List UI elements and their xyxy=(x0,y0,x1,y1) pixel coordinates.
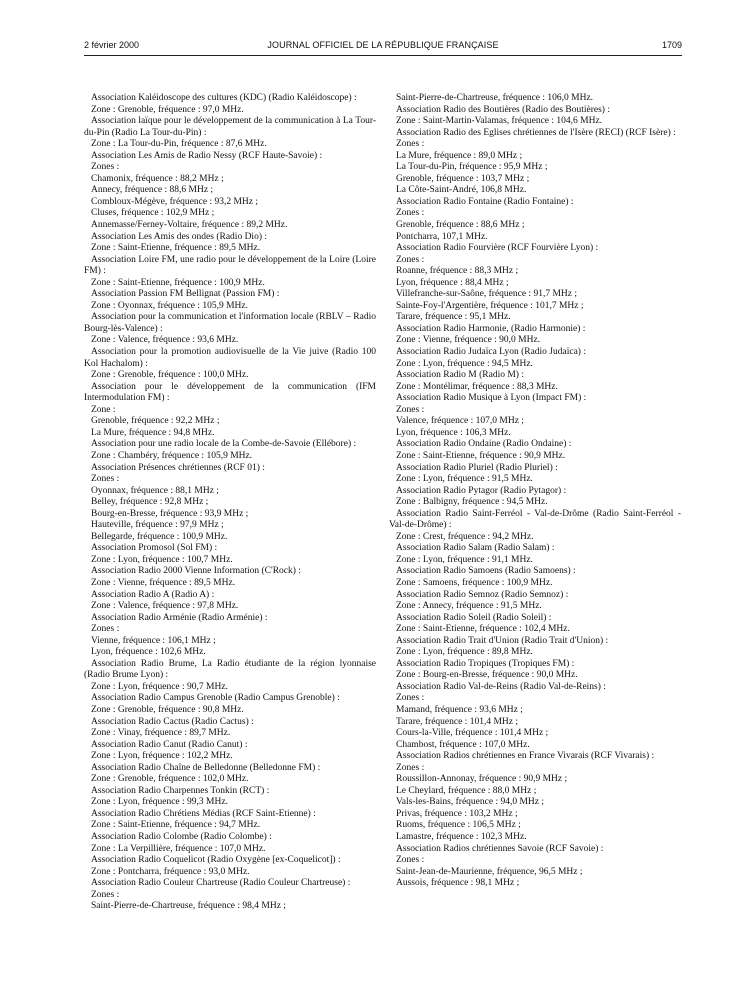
text-line: Bellegarde, fréquence : 100,9 MHz. xyxy=(91,531,228,542)
text-line: Grenoble, fréquence : 88,6 MHz ; xyxy=(396,220,525,231)
text-line: La Côte-Saint-André, 106,8 MHz. xyxy=(396,185,527,196)
text-line: Grenoble, fréquence : 103,7 MHz ; xyxy=(396,173,530,184)
page-header xyxy=(84,40,682,56)
text-line: Zone : Montélimar, fréquence : 88,3 MHz. xyxy=(396,381,558,392)
text-line: Association Radio Pytagor (Radio Pytagor) : xyxy=(396,485,567,496)
text-line: Zones : xyxy=(396,208,425,219)
text-line: Zone : Vinay, fréquence : 89,7 MHz. xyxy=(91,728,231,739)
text-line: Zone : Saint-Martin-Valamas, fréquence : 104,6 MHz. xyxy=(396,116,603,127)
text-line: Grenoble, fréquence : 92,2 MHz ; xyxy=(91,416,220,427)
text-line: Association Radio Ondaine (Radio Ondaine) : xyxy=(396,439,572,450)
text-line: Zone : Valence, fréquence : 93,6 MHz. xyxy=(91,335,239,346)
text-line: Zone : Balbigny, fréquence : 94,5 MHz. xyxy=(396,497,548,508)
text-line: Association Radio Charpennes Tonkin (RCT) : xyxy=(91,785,270,796)
text-line: Zone : Grenoble, fréquence : 90,8 MHz. xyxy=(91,704,244,715)
text-line: Roussillon-Annonay, fréquence : 90,9 MHz ; xyxy=(396,774,568,785)
text-line: Association Radio Saint-Ferréol - Val-de-Drôme (Radio Saint-Ferréol - Val-de-Drôme) : xyxy=(389,508,681,531)
text-line: Zones : xyxy=(91,889,120,900)
text-line: Association pour le développement de la communication (IFM Intermodulation FM) : xyxy=(84,381,376,404)
text-line: Zone : xyxy=(91,404,116,415)
text-line: Zone : Annecy, fréquence : 91,5 MHz. xyxy=(396,601,542,612)
text-line: Association laïque pour le développement de la communication à La Tour-du-Pin (Radio La Tour-du-Pin) : xyxy=(84,116,376,138)
text-line: Vals-les-Bains, fréquence : 94,0 MHz ; xyxy=(396,797,545,808)
text-line: Hauteville, fréquence : 97,9 MHz ; xyxy=(91,520,224,531)
text-line: Vienne, fréquence : 106,1 MHz ; xyxy=(91,635,216,646)
text-line: Valence, fréquence : 107,0 MHz ; xyxy=(396,416,524,427)
text-line: Zone : La Tour-du-Pin, fréquence : 87,6 MHz. xyxy=(91,139,267,150)
text-line: Zone : Valence, fréquence : 97,8 MHz. xyxy=(91,601,239,612)
text-line: Association Radio des Eglises chrétiennes de l'Isère (RECI) (RCF Isère) : xyxy=(396,127,676,138)
text-line: Zones : xyxy=(396,254,425,265)
text-line: Zones : xyxy=(91,624,120,635)
text-line: Tarare, fréquence : 101,4 MHz ; xyxy=(396,716,518,727)
text-line: Association Radio 2000 Vienne Information (C'Rock) : xyxy=(91,566,301,577)
text-line: Bourg-en-Bresse, fréquence : 93,9 MHz ; xyxy=(91,508,249,519)
text-line: Zone : Oyonnax, fréquence : 105,9 MHz. xyxy=(91,300,248,311)
text-line: Association Radio M (Radio M) : xyxy=(396,370,524,381)
right-column xyxy=(389,93,681,890)
text-line: Mamand, fréquence : 93,6 MHz ; xyxy=(396,704,523,715)
text-line: Zone : Saint-Etienne, fréquence : 89,5 MHz. xyxy=(91,243,261,254)
text-line: Association pour la promotion audiovisuelle de la Vie juive (Radio 100 Kol Hachalom) : xyxy=(84,347,376,369)
text-line: Association Radio des Boutières (Radio des Boutières) : xyxy=(396,104,610,115)
text-line: Association pour la communication et l'information locale (RBLV – Radio Bourg-lès-Valence) : xyxy=(84,312,376,334)
text-line: Association pour une radio locale de la Combe-de-Savoie (Ellébore) : xyxy=(91,439,357,450)
text-line: Association Radio Chrétiens Médias (RCF Saint-Etienne) : xyxy=(91,808,316,819)
text-line: Zone : Grenoble, fréquence : 97,0 MHz. xyxy=(91,104,244,115)
text-line: Association Radio Colombe (Radio Colombe) : xyxy=(91,832,272,842)
text-line: Zone : Saint-Etienne, fréquence : 90,9 MHz. xyxy=(396,450,566,461)
text-line: Chambost, fréquence : 107,0 MHz. xyxy=(396,739,530,750)
text-line: Lyon, fréquence : 102,6 MHz. xyxy=(91,647,206,658)
text-line: La Tour-du-Pin, fréquence : 95,9 MHz ; xyxy=(396,162,548,173)
text-line: Zones : xyxy=(91,162,120,173)
text-line: Zone : Lyon, fréquence : 91,5 MHz. xyxy=(396,474,533,485)
text-line: Zone : Grenoble, fréquence : 100,0 MHz. xyxy=(91,370,249,381)
text-line: Zone : Saint-Etienne, fréquence : 102,4 MHz. xyxy=(396,624,570,635)
left-column xyxy=(84,93,376,913)
text-line: Association Radio Campus Grenoble (Radio Campus Grenoble) : xyxy=(91,693,340,704)
text-line: Roanne, fréquence : 88,3 MHz ; xyxy=(396,266,519,277)
text-line: Zone : Samoens, fréquence : 100,9 MHz. xyxy=(396,577,553,588)
text-line: Villefranche-sur-Saône, fréquence : 91,7 MHz ; xyxy=(396,289,577,300)
text-line: Zone : Pontcharra, fréquence : 93,0 MHz. xyxy=(91,866,250,877)
text-line: Chamonix, fréquence : 88,2 MHz ; xyxy=(91,173,224,184)
text-line: Lamastre, fréquence : 102,3 MHz. xyxy=(396,832,527,842)
text-line: Association Radio Tropiques (Tropiques FM) : xyxy=(396,658,575,669)
text-line: Zone : Saint-Etienne, fréquence : 100,9 MHz. xyxy=(91,277,265,288)
text-line: Association Radio Judaïca Lyon (Radio Judaïca) : xyxy=(396,347,586,358)
text-line: Zone : Lyon, fréquence : 91,1 MHz. xyxy=(396,554,533,565)
text-line: Zones : xyxy=(396,855,425,866)
text-line: Zone : Lyon, fréquence : 102,2 MHz. xyxy=(91,751,233,762)
text-line: Association Radio Brume, La Radio étudiante de la région lyonnaise (Radio Brume Lyon) : xyxy=(84,658,376,681)
text-line: Association Les Amis de Radio Nessy (RCF Haute-Savoie) : xyxy=(91,150,323,161)
text-line: Zone : Grenoble, fréquence : 102,0 MHz. xyxy=(91,774,249,785)
text-line: Zones : xyxy=(396,139,425,150)
text-line: Association Présences chrétiennes (RCF 01) : xyxy=(91,462,265,473)
text-line: Zone : Vienne, fréquence : 90,0 MHz. xyxy=(396,335,541,346)
text-line: Zone : Vienne, fréquence : 89,5 MHz. xyxy=(91,577,236,588)
text-line: Association Radios chrétiennes Savoie (RCF Savoie) : xyxy=(396,843,604,854)
text-line: Association Radio Val-de-Reins (Radio Val-de-Reins) : xyxy=(396,681,606,692)
text-line: Annecy, fréquence : 88,6 MHz ; xyxy=(91,185,214,196)
text-line: Lyon, fréquence : 88,4 MHz ; xyxy=(396,277,509,288)
text-line: Ruoms, fréquence : 106,5 MHz ; xyxy=(396,820,521,831)
header-date: 2 février 2000 xyxy=(84,40,140,50)
text-line: Association Radio Cactus (Radio Cactus) : xyxy=(91,716,254,727)
header-rule xyxy=(84,55,682,56)
text-line: Belley, fréquence : 92,8 MHz ; xyxy=(91,497,209,508)
header-title: JOURNAL OFFICIEL DE LA RÉPUBLIQUE FRANÇAISE xyxy=(267,40,499,50)
page-number: 1709 xyxy=(661,40,682,50)
text-line: Association Loire FM, une radio pour le développement de la Loire (Loire FM) : xyxy=(84,254,376,277)
text-line: Zone : Crest, fréquence : 94,2 MHz. xyxy=(396,531,534,542)
text-line: Zone : Lyon, fréquence : 90,7 MHz. xyxy=(91,681,228,692)
text-line: Saint-Jean-de-Maurienne, fréquence, 96,5 MHz ; xyxy=(396,866,583,877)
text-line: Privas, fréquence : 103,2 MHz ; xyxy=(396,808,518,819)
text-line: Zones : xyxy=(396,404,425,415)
text-line: Zone : La Verpillière, fréquence : 107,0 MHz. xyxy=(91,843,266,854)
text-line: Association Radio Chaîne de Belledonne (Belledonne FM) : xyxy=(91,762,321,773)
text-line: Zone : Lyon, fréquence : 99,3 MHz. xyxy=(91,797,228,808)
text-line: Association Radio Fourvière (RCF Fourvière Lyon) : xyxy=(396,243,599,254)
text-line: La Mure, fréquence : 94,8 MHz. xyxy=(91,427,215,438)
text-line: Association Radio Coquelicot (Radio Oxygène [ex-Coquelicot]) : xyxy=(91,855,341,866)
text-line: Association Passion FM Bellignat (Passion FM) : xyxy=(91,289,280,300)
text-line: Zones : xyxy=(396,762,425,773)
text-line: Sainte-Foy-l'Argentière, fréquence : 101,7 MHz ; xyxy=(396,300,584,311)
text-line: Lyon, fréquence : 106,3 MHz. xyxy=(396,427,511,438)
text-line: Saint-Pierre-de-Chartreuse, fréquence : 106,0 MHz. xyxy=(396,93,594,103)
text-line: Association Radio Trait d'Union (Radio Trait d'Union) : xyxy=(396,635,609,646)
text-line: Zone : Lyon, fréquence : 100,7 MHz. xyxy=(91,554,233,565)
text-line: Zone : Lyon, fréquence : 94,5 MHz. xyxy=(396,358,533,369)
text-line: Le Cheylard, fréquence : 88,0 MHz ; xyxy=(396,785,537,796)
text-line: Tarare, fréquence : 95,1 MHz. xyxy=(396,312,511,323)
text-line: Association Radios chrétiennes en France Vivarais (RCF Vivarais) : xyxy=(396,751,655,762)
text-line: Association Radio Musique à Lyon (Impact FM) : xyxy=(396,393,587,404)
text-line: Zone : Lyon, fréquence : 89,8 MHz. xyxy=(396,647,533,658)
text-line: Zones : xyxy=(396,693,425,704)
text-line: Association Radio Soleil (Radio Soleil) : xyxy=(396,612,552,623)
text-line: Association Radio A (Radio A) : xyxy=(91,589,215,600)
text-line: Association Radio Arménie (Radio Arménie) : xyxy=(91,612,268,623)
text-line: Zone : Saint-Etienne, fréquence : 94,7 MHz. xyxy=(91,820,261,831)
text-line: Cours-la-Ville, fréquence : 101,4 MHz ; xyxy=(396,728,549,739)
text-line: Zones : xyxy=(91,474,120,485)
text-line: Association Radio Canut (Radio Canut) : xyxy=(91,739,248,750)
text-line: Association Radio Salam (Radio Salam) : xyxy=(396,543,555,554)
text-line: Association Promosol (Sol FM) : xyxy=(91,543,218,554)
text-line: Association Radio Semnoz (Radio Semnoz) : xyxy=(396,589,569,600)
text-line: Combloux-Mégève, fréquence : 93,2 MHz ; xyxy=(91,196,258,207)
text-line: Saint-Pierre-de-Chartreuse, fréquence : 98,4 MHz ; xyxy=(91,901,286,912)
text-line: Association Radio Fontaine (Radio Fontaine) : xyxy=(396,196,574,207)
text-line: Association Les Amis des ondes (Radio Dio) : xyxy=(91,231,267,242)
text-line: La Mure, fréquence : 89,0 MHz ; xyxy=(396,150,523,161)
text-line: Zone : Chambéry, fréquence : 105,9 MHz. xyxy=(91,450,253,461)
text-line: Association Radio Harmonie, (Radio Harmonie) : xyxy=(396,323,586,334)
text-line: Cluses, fréquence : 102,9 MHz ; xyxy=(91,208,215,219)
text-line: Association Radio Pluriel (Radio Pluriel) : xyxy=(396,462,558,473)
text-line: Oyonnax, fréquence : 88,1 MHz ; xyxy=(91,485,219,496)
text-line: Aussois, fréquence : 98,1 MHz ; xyxy=(396,878,520,889)
text-line: Annemasse/Ferney-Voltaire, fréquence : 89,2 MHz. xyxy=(91,220,288,231)
text-line: Association Kaléidoscope des cultures (KDC) (Radio Kaléidoscope) : xyxy=(91,93,357,103)
text-line: Zone : Bourg-en-Bresse, fréquence : 90,0 MHz. xyxy=(396,670,578,681)
text-line: Association Radio Couleur Chartreuse (Radio Couleur Chartreuse) : xyxy=(91,878,351,889)
text-line: Association Radio Samoens (Radio Samoens) : xyxy=(396,566,576,577)
text-line: Pontcharra, 107,1 MHz. xyxy=(396,231,488,242)
